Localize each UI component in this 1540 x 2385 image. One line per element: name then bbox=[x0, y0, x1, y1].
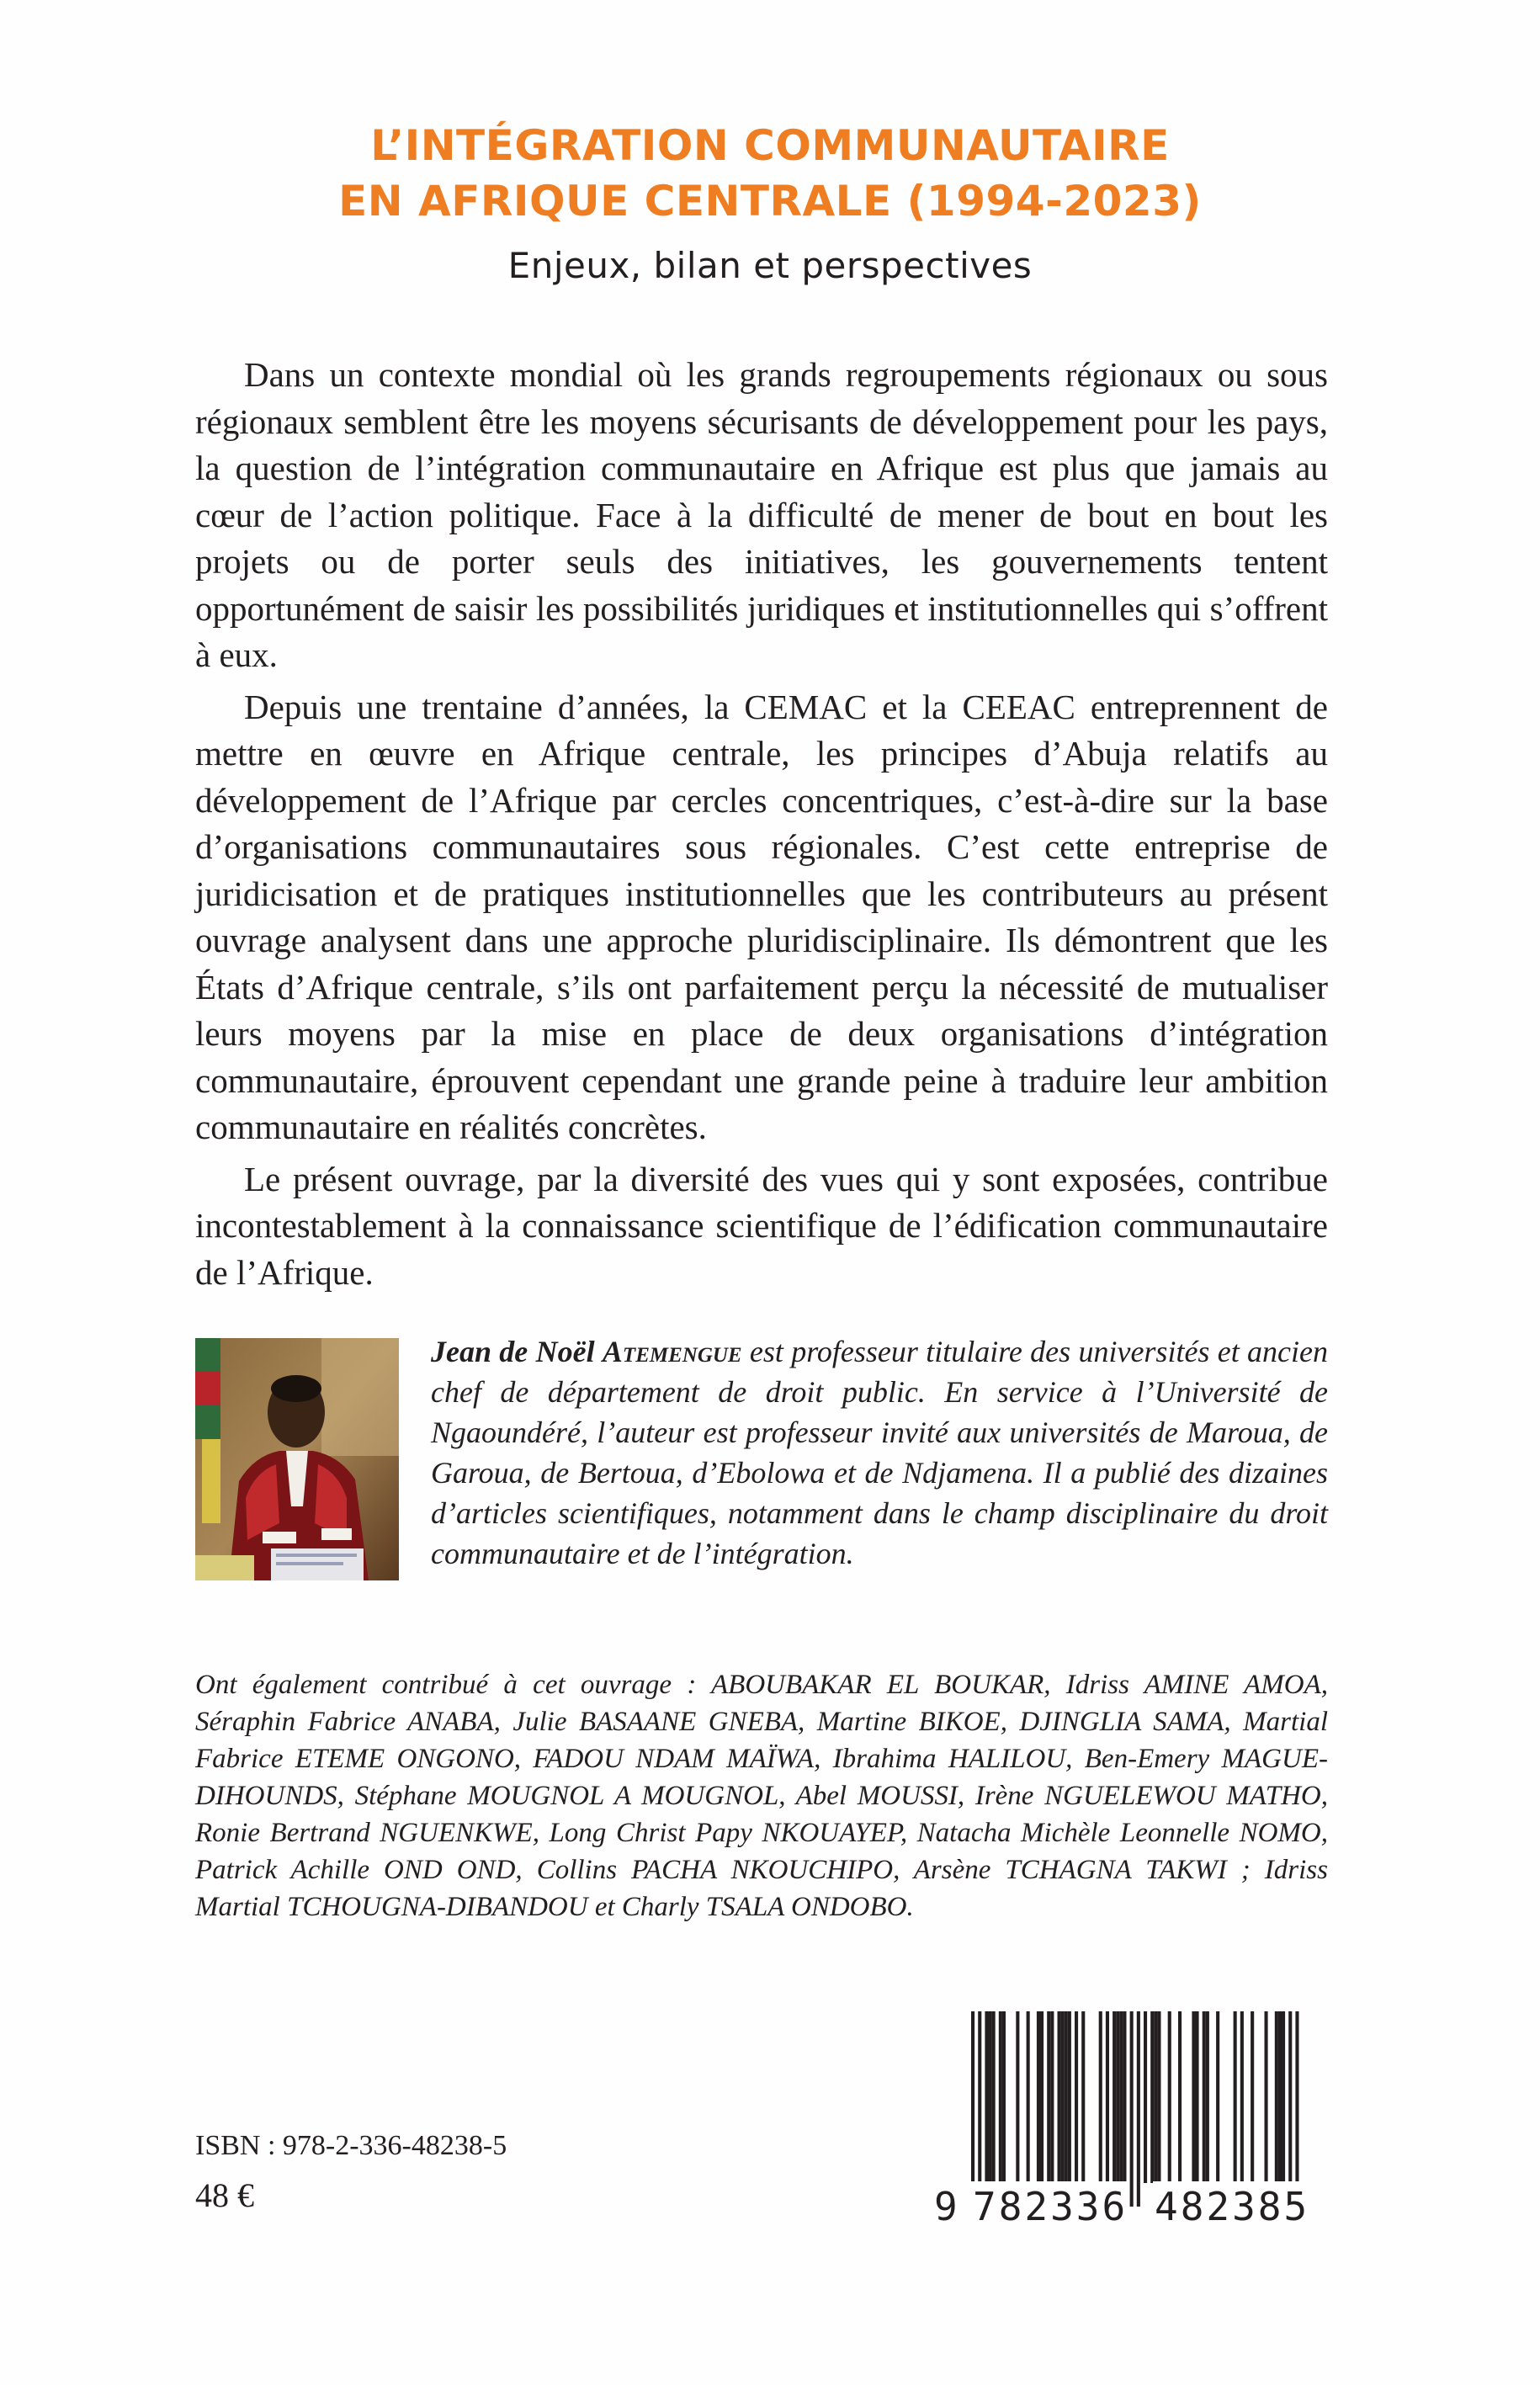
barcode-bar bbox=[1240, 2011, 1244, 2183]
barcode-bar bbox=[1168, 2011, 1171, 2183]
barcode-bar bbox=[1065, 2011, 1068, 2183]
barcode-bar bbox=[1154, 2011, 1157, 2183]
author-name: Jean de Noël Atemengue bbox=[431, 1335, 742, 1368]
author-bio-text: est professeur titulaire des universités et ancien chef de département de droit public. En service à l’Université de Ngaoundéré, l’auteur est professeur invité aux universités de Maroua, de Garoua, de Bertoua, d’Ebolowa et de Ndjamena. Il a publié des dizaines d’articles scientifiques, notamment dans le champ disciplinaire du droit communautaire et de l’intégration. bbox=[431, 1335, 1328, 1570]
barcode-digits-left: 782336 bbox=[971, 2181, 1129, 2232]
barcode-digit-lead: 9 bbox=[932, 2181, 959, 2232]
barcode-bar bbox=[1016, 2011, 1019, 2183]
barcode-bar bbox=[1144, 2011, 1147, 2183]
barcode-bar bbox=[1288, 2011, 1292, 2207]
barcode-bar bbox=[1130, 2011, 1134, 2207]
summary-paragraph-1: Dans un contexte mondial où les grands regroupements régionaux ou sous régionaux semblent être les moyens sécurisants de développement pour les pays, la question de l’intégration communautaire en Afrique est plus que jamais au cœur de l’action politique. Face à la difficulté de mener de bout en bout les projets ou de porter seuls des initiatives, les gouvernements tentent opportunément de saisir les possibilités juridiques et institutionnelles qui s’offrent à eux. bbox=[195, 355, 1328, 674]
price-text: 48 € bbox=[195, 2176, 254, 2214]
barcode-bar bbox=[1061, 2011, 1065, 2183]
book-subtitle: Enjeux, bilan et perspectives bbox=[507, 245, 1033, 286]
barcode-digits-right: 482385 bbox=[1153, 2181, 1311, 2232]
barcode-bar bbox=[1116, 2011, 1119, 2183]
barcode-bar bbox=[1157, 2011, 1160, 2183]
barcode-bar bbox=[1275, 2011, 1278, 2183]
contributors-list: Ont également contribué à cet ouvrage : ABOUBAKAR EL BOUKAR, Idriss AMINE AMOA, Séraphin Fabrice ANABA, Julie BASAANE GNEBA, Martine BIKOE, DJINGLIA SAMA, Martial Fabrice ETEME ONGONO, FADOU NDAM MAÏWA, Ibrahima HALILOU, Ben-Emery MAGUE-DIHOUNDS, Stéphane MOUGNOL A MOUGNOL, Abel MOUSSI, Irène NGUELEWOU MATHO, Ronie Bertrand NGUENKWE, Long Christ Papy NKOUAYEP, Natacha Michèle Leonnelle NOMO, Patrick Achille OND OND, Collins PACHA NKOUCHIPO, Arsène TCHAGNA TAKWI ; Idriss Martial TCHOUGNA-DIBANDOU et Charly TSALA ONDOBO. bbox=[195, 1670, 1328, 1922]
barcode-bar bbox=[1234, 2011, 1237, 2183]
barcode-bar bbox=[1196, 2011, 1199, 2183]
summary-paragraph-3: Le présent ouvrage, par la diversité des vues qui y sont exposées, contribue incontestablement à la connaissance scientifique de l’édification communautaire de l’Afrique. bbox=[195, 1159, 1328, 1292]
barcode-bar bbox=[1068, 2011, 1071, 2183]
barcode-bar bbox=[992, 2011, 996, 2183]
barcode-bar bbox=[1295, 2011, 1298, 2207]
barcode-bar bbox=[1278, 2011, 1282, 2183]
barcode-digits bbox=[934, 2181, 1336, 2232]
barcode-bar bbox=[1050, 2011, 1054, 2183]
barcode-bar bbox=[1178, 2011, 1182, 2183]
barcode-bar bbox=[1081, 2011, 1085, 2183]
barcode-bar bbox=[1251, 2011, 1254, 2183]
barcode-bar bbox=[1192, 2011, 1195, 2183]
barcode-bar bbox=[1206, 2011, 1209, 2183]
barcode-bar bbox=[1106, 2011, 1109, 2183]
barcode-bar bbox=[999, 2011, 1002, 2183]
barcode-bar bbox=[1282, 2011, 1285, 2183]
barcode-bar bbox=[1216, 2011, 1219, 2183]
barcode-bar bbox=[1047, 2011, 1050, 2183]
author-bio bbox=[431, 1331, 1328, 1574]
barcode-bar bbox=[1058, 2011, 1061, 2183]
isbn-text: ISBN : 978-2-336-48238-5 bbox=[195, 2130, 507, 2161]
book-title-line-2: EN AFRIQUE CENTRALE (1994-2023) bbox=[338, 177, 1202, 226]
barcode-bar bbox=[1119, 2011, 1123, 2183]
barcode-bar bbox=[989, 2011, 992, 2183]
author-photo bbox=[195, 1338, 399, 1580]
book-title-line-1: L’INTÉGRATION COMMUNAUTAIRE bbox=[370, 121, 1170, 170]
barcode-bar bbox=[1099, 2011, 1102, 2183]
barcode-bar bbox=[1040, 2011, 1043, 2183]
barcode-bar bbox=[985, 2011, 988, 2183]
barcode-bar bbox=[1075, 2011, 1078, 2183]
summary-text bbox=[195, 352, 1328, 1301]
barcode-bar bbox=[1113, 2011, 1116, 2183]
title-block bbox=[0, 118, 1540, 291]
barcode-bar bbox=[1203, 2011, 1206, 2183]
barcode-bar bbox=[1150, 2011, 1154, 2183]
barcode-bar bbox=[1265, 2011, 1268, 2183]
barcode-bar bbox=[1027, 2011, 1030, 2183]
barcode-bar bbox=[978, 2011, 981, 2207]
author-last-name: Atemengue bbox=[602, 1335, 742, 1368]
barcode-bar bbox=[1123, 2011, 1126, 2183]
summary-paragraph-2: Depuis une trentaine d’années, la CEMAC et la CEEAC entreprennent de mettre en œuvre en Afrique centrale, les principes d’Abuja relatifs au développement de l’Afrique par cercles concentriques, c’est-à-dire sur la base d’organisations communautaires sous régionales. C’est cette entreprise de juridicisation et de pratiques institutionnelles que les contributeurs au présent ouvrage analysent dans une approche pluridisciplinaire. Ils démontrent que les États d’Afrique centrale, s’ils ont parfaitement perçu la nécessité de mutualiser leurs moyens par la mise en place de deux organisations d’intégration communautaire, éprouvent cependant une grande peine à traduire leur ambition communautaire en réalités concrètes. bbox=[195, 687, 1328, 1146]
barcode-bar bbox=[971, 2011, 974, 2207]
barcode-bar bbox=[1037, 2011, 1040, 2183]
barcode-bar bbox=[1137, 2011, 1140, 2207]
barcode-bar bbox=[1002, 2011, 1006, 2183]
